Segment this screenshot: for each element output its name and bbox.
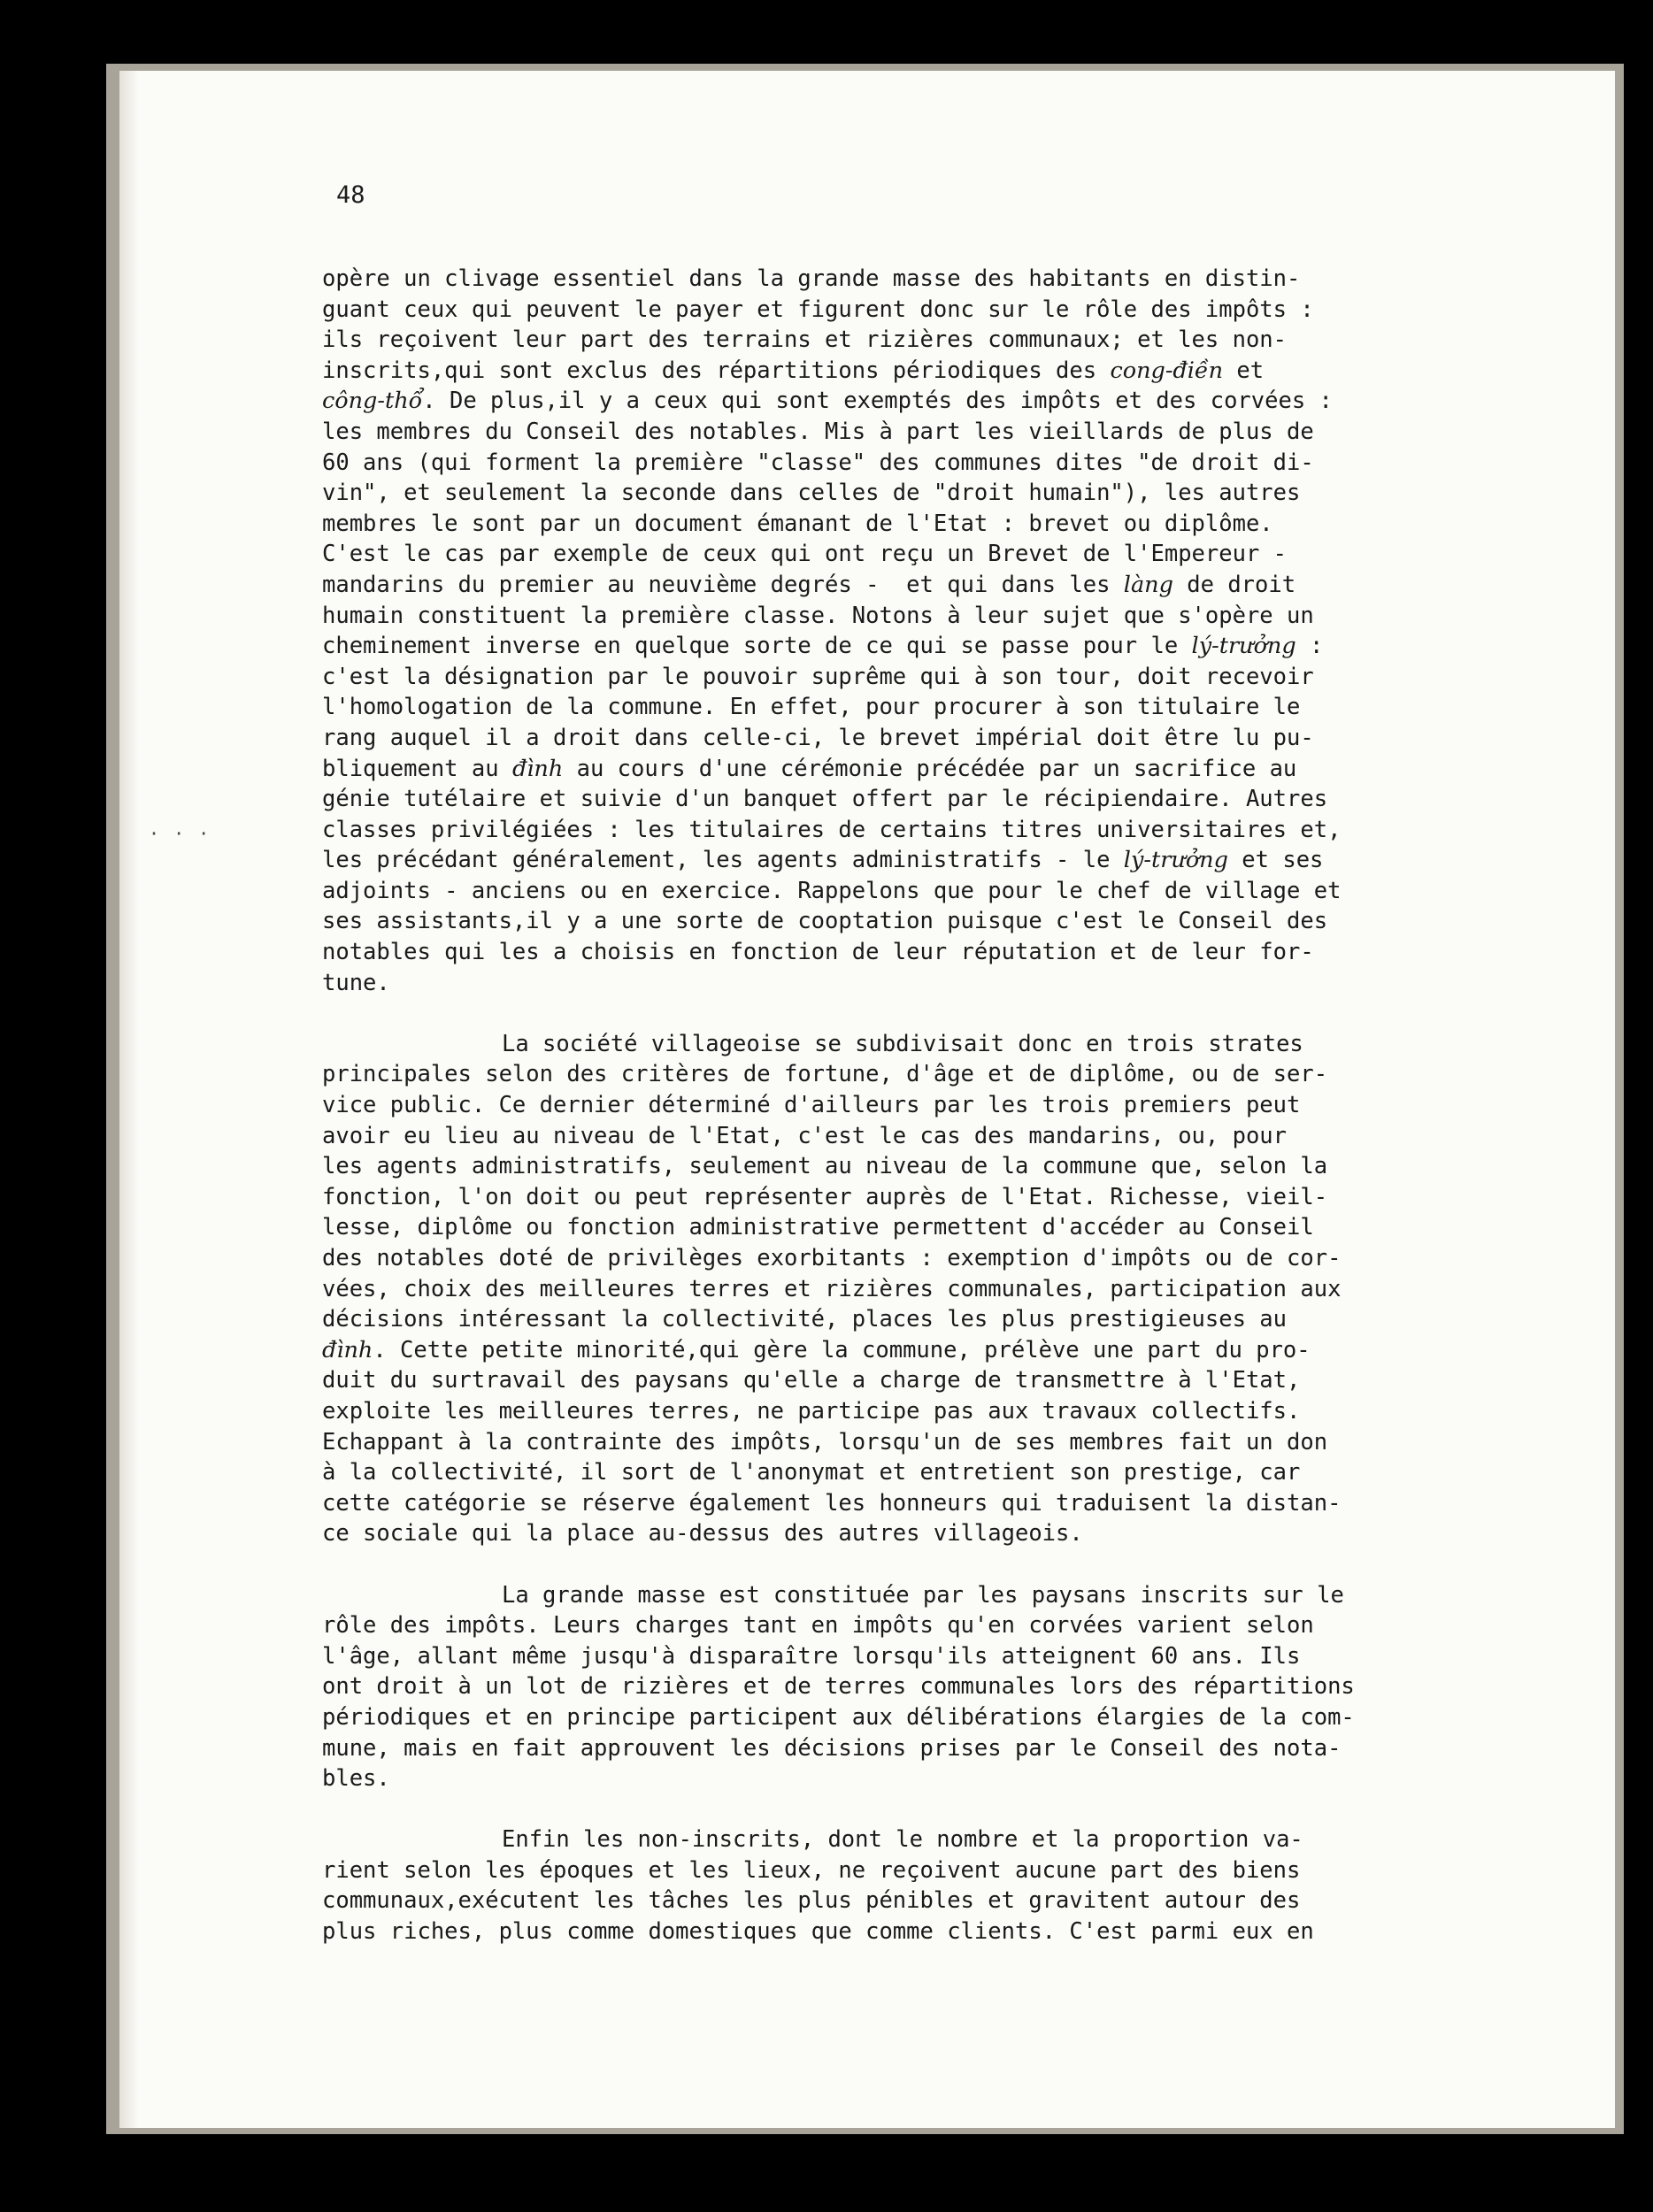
text-line [322,1335,1386,1366]
text-line [322,1396,1386,1427]
text-run: de droit [1172,571,1296,598]
text-line [322,1059,1386,1090]
text-run: exploite les meilleures terres, ne participe pas aux travaux collectifs. [322,1397,1301,1425]
text-line [322,1090,1386,1121]
text-line [322,906,1386,937]
text-line [322,1365,1386,1396]
paragraph [322,264,1386,998]
text-run: à la collectivité, il sort de l'anonymat et entretient son prestige, car [322,1459,1301,1486]
text-run: vin", et seulement la seconde dans celles de "droit humain"), les autres [322,480,1301,507]
text-run: . Cette petite minorité,qui gère la commune, prélève une part du pro- [373,1336,1311,1363]
text-line [322,356,1386,387]
text-line [322,1121,1386,1152]
text-run: ce sociale qui la place au-dessus des autres villageois. [322,1520,1083,1548]
text-line [322,1702,1386,1733]
text-line [322,968,1386,999]
text-line [322,754,1386,785]
text-line [322,1029,1386,1060]
text-run: et ses [1227,847,1324,874]
vietnamese-term: lý-trưởng [1123,847,1228,874]
text-run: périodiques et en principe participent aux délibérations élargies de la com- [322,1703,1355,1731]
text-run: : [1295,633,1324,660]
text-run: La grande masse est constituée par les paysans inscrits sur le [502,1581,1344,1609]
text-run: bles. [322,1765,390,1793]
text-run: duit du surtravail des paysans qu'elle a charge de transmettre à l'Etat, [322,1367,1301,1394]
text-run: classes privilégiées : les titulaires de certains titres universitaires et, [322,816,1342,843]
text-run: lesse, diplôme ou fonction administrative permettent d'accéder au Conseil [322,1214,1314,1241]
vietnamese-term: công-thổ [322,388,423,415]
text-line [322,631,1386,662]
text-run: mune, mais en fait approuvent les décisions prises par le Conseil des nota- [322,1734,1342,1762]
text-line [322,448,1386,479]
text-line [322,815,1386,846]
text-run: des notables doté de privilèges exorbitants : exemption d'impôts ou de cor- [322,1245,1342,1271]
text-run: les membres du Conseil des notables. Mis à part les vieillards de plus de [322,418,1314,445]
text-run: l'homologation de la commune. En effet, pour procurer à son titulaire le [322,694,1301,721]
text-run: C'est le cas par exemple de ceux qui ont reçu un Brevet de l'Empereur - [322,541,1288,568]
text-line [322,295,1386,326]
text-line [322,1518,1386,1549]
text-run: communaux,exécutent les tâches les plus pénibles et gravitent autour des [322,1887,1301,1915]
page-number: 48 [336,181,365,209]
text-run: rang auquel il a droit dans celle-ci, le brevet impérial doit être lu pu- [322,724,1314,751]
text-line [322,264,1386,295]
text-line [322,325,1386,356]
text-run: membres le sont par un document émanant de l'Etat : brevet ou diplôme. [322,510,1273,537]
text-line [322,1641,1386,1672]
text-line [322,1886,1386,1916]
text-run: 60 ans (qui forment la première "classe" des communes dites "de droit di- [322,449,1314,476]
body-text [322,264,1386,1978]
text-line [322,1274,1386,1305]
text-line [322,1671,1386,1702]
text-run: avoir eu lieu au niveau de l'Etat, c'est le cas des mandarins, ou, pour [322,1122,1288,1149]
text-run: et [1223,357,1265,384]
vietnamese-term: đình [511,755,564,782]
vietnamese-term: làng [1123,571,1173,598]
text-line [322,876,1386,907]
vietnamese-term: lý-trưởng [1191,633,1296,660]
text-line [322,1610,1386,1641]
text-line [322,1488,1386,1519]
text-run: adjoints - anciens ou en exercice. Rappelons que pour le chef de village et [322,877,1342,904]
vietnamese-term: cong-điền [1110,357,1224,384]
text-line [322,1580,1386,1611]
text-run: Echappant à la contrainte des impôts, lorsqu'un de ses membres fait un don [322,1428,1328,1455]
text-line [322,1243,1386,1274]
text-run: Enfin les non-inscrits, dont le nombre et la proportion va- [502,1826,1303,1854]
text-run: fonction, l'on doit ou peut représenter auprès de l'Etat. Richesse, vieil- [322,1183,1328,1210]
text-run: les précédant généralement, les agents administratifs - le [322,847,1124,874]
text-run: inscrits,qui sont exclus des répartitions périodiques des [322,357,1111,384]
text-line [322,1182,1386,1213]
text-run: bliquement au [322,755,512,782]
text-run: cheminement inverse en quelque sorte de ce qui se passe pour le [322,633,1192,660]
text-run: l'âge, allant même jusqu'à disparaître lorsqu'ils atteignent 60 ans. Ils [322,1642,1301,1670]
text-run: principales selon des critères de fortune, d'âge et de diplôme, ou de ser- [322,1061,1328,1088]
text-run: La société villageoise se subdivisait donc en trois strates [502,1030,1303,1057]
text-run: mandarins du premier au neuvième degrés - et qui dans les [322,571,1124,598]
paragraph [322,1824,1386,1947]
text-line [322,539,1386,570]
text-line [322,662,1386,693]
text-run: vice public. Ce dernier déterminé d'ailleurs par les trois premiers peut [322,1092,1301,1119]
text-run: notables qui les a choisis en fonction de leur réputation et de leur for- [322,939,1314,966]
text-run: génie tutélaire et suivie d'un banquet offert par le récipiendaire. Autres [322,786,1328,813]
text-run: rôle des impôts. Leurs charges tant en impôts qu'en corvées varient selon [322,1612,1314,1640]
margin-mark: · · · [149,823,211,844]
paragraph [322,1029,1386,1549]
text-line [322,1763,1386,1794]
text-line [322,478,1386,509]
text-run: ils reçoivent leur part des terrains et rizières communaux; et les non- [322,326,1288,354]
page-binding-edge [119,71,139,2128]
text-line [322,784,1386,815]
text-line [322,845,1386,876]
text-run: ses assistants,il y a une sorte de cooptation puisque c'est le Conseil des [322,908,1328,935]
text-run: vées, choix des meilleures terres et rizières communales, participation aux [322,1275,1342,1302]
text-line [322,1304,1386,1335]
text-line [322,417,1386,448]
text-line [322,1151,1386,1182]
text-run: ont droit à un lot de rizières et de terres communales lors des répartitions [322,1673,1355,1701]
text-line [322,1855,1386,1886]
text-line [322,386,1386,417]
text-run: au cours d'une cérémonie précédée par un sacrifice au [563,755,1297,782]
text-line [322,570,1386,601]
text-line [322,1916,1386,1947]
text-line [322,1457,1386,1488]
text-line [322,723,1386,754]
text-run: c'est la désignation par le pouvoir suprême qui à son tour, doit recevoir [322,663,1314,690]
text-run: . De plus,il y a ceux qui sont exemptés des impôts et des corvées : [422,388,1333,415]
paragraph [322,1580,1386,1794]
text-line [322,1212,1386,1243]
text-run: guant ceux qui peuvent le payer et figurent donc sur le rôle des impôts : [322,296,1314,323]
text-run: plus riches, plus comme domestiques que comme clients. C'est parmi eux en [322,1918,1314,1946]
text-line [322,509,1386,540]
text-line [322,1733,1386,1764]
text-line [322,1824,1386,1855]
text-line [322,692,1386,723]
vietnamese-term: đình [322,1336,373,1363]
text-run: cette catégorie se réserve également les honneurs qui traduisent la distan- [322,1489,1342,1517]
text-run: rient selon les époques et les lieux, ne reçoivent aucune part des biens [322,1856,1301,1884]
text-line [322,1427,1386,1458]
text-line [322,937,1386,968]
text-run: tune. [322,969,390,996]
text-run: opère un clivage essentiel dans la grande masse des habitants en distin- [322,265,1301,292]
text-run: humain constituent la première classe. Notons à leur sujet que s'opère un [322,602,1314,629]
text-line [322,601,1386,632]
text-run: décisions intéressant la collectivité, places les plus prestigieuses au [322,1306,1288,1333]
text-run: les agents administratifs, seulement au niveau de la commune que, selon la [322,1153,1328,1180]
